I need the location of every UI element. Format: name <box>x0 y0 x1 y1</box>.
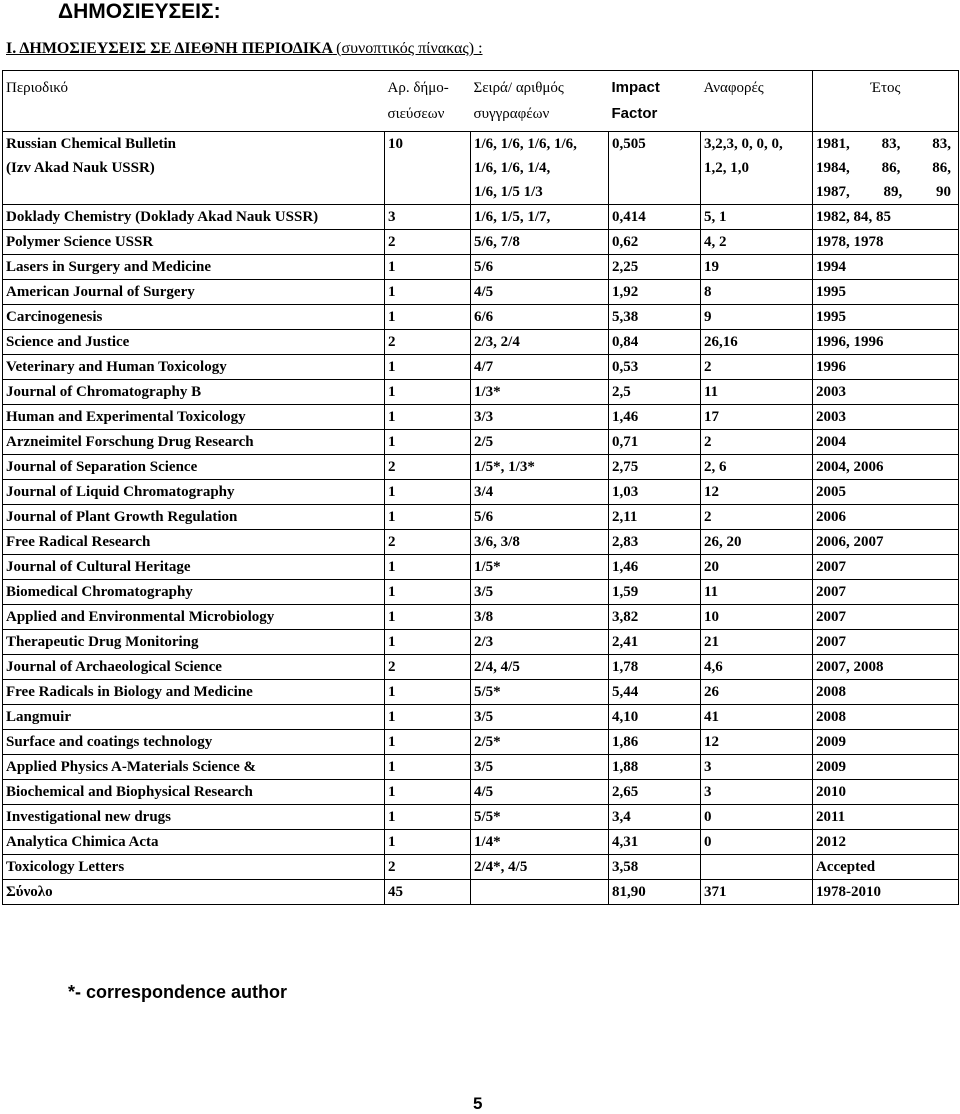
cell-count: 1 <box>385 755 471 780</box>
cell-order: 1/4* <box>471 830 609 855</box>
cell-journal: Journal of Separation Science <box>3 455 385 480</box>
cell-count: 2 <box>385 530 471 555</box>
cell-citations: 21 <box>701 630 813 655</box>
cell-citations: 4, 2 <box>701 230 813 255</box>
cell-order: 1/3* <box>471 380 609 405</box>
cell-journal: Russian Chemical Bulletin (Izv Akad Nauk USSR) <box>3 132 385 205</box>
cell-impact: 4,31 <box>609 830 701 855</box>
table-row <box>3 132 959 205</box>
cell-citations: 11 <box>701 580 813 605</box>
section-heading <box>6 40 483 58</box>
cell-year: 2007 <box>813 580 959 605</box>
cell-impact: 4,10 <box>609 705 701 730</box>
table-row <box>3 830 959 855</box>
cell-order: 2/3 <box>471 630 609 655</box>
cell-count: 1 <box>385 380 471 405</box>
cell-journal: Applied Physics A-Materials Science & <box>3 755 385 780</box>
cell-year: 1996 <box>813 355 959 380</box>
table-row <box>3 680 959 705</box>
cell-citations: 26,16 <box>701 330 813 355</box>
cell-year: 2009 <box>813 730 959 755</box>
cell-citations: 9 <box>701 305 813 330</box>
cell-impact: 3,4 <box>609 805 701 830</box>
cell-count: 2 <box>385 230 471 255</box>
cell-order: 1/6, 1/6, 1/6, 1/6, 1/6, 1/6, 1/4, 1/6, 1/5 1/3 <box>471 132 609 205</box>
footnote: *- correspondence author <box>68 982 288 1002</box>
cell-order: 5/6, 7/8 <box>471 230 609 255</box>
cell-count: 3 <box>385 205 471 230</box>
cell-order: 2/3, 2/4 <box>471 330 609 355</box>
cell-journal: Σύνολο <box>3 880 385 905</box>
cell-count: 1 <box>385 730 471 755</box>
cell-year: 2009 <box>813 755 959 780</box>
cell-year: 2008 <box>813 680 959 705</box>
cell-citations: 2 <box>701 355 813 380</box>
cell-count: 2 <box>385 855 471 880</box>
cell-impact: 0,53 <box>609 355 701 380</box>
table-row <box>3 780 959 805</box>
cell-year: 2003 <box>813 380 959 405</box>
cell-order: 4/7 <box>471 355 609 380</box>
cell-impact: 1,88 <box>609 755 701 780</box>
cell-count: 1 <box>385 555 471 580</box>
cell-count: 1 <box>385 580 471 605</box>
cell-impact: 0,84 <box>609 330 701 355</box>
cell-impact: 0,71 <box>609 430 701 455</box>
cell-impact: 2,11 <box>609 505 701 530</box>
cell-year: 2007, 2008 <box>813 655 959 680</box>
cell-impact: 0,62 <box>609 230 701 255</box>
cell-impact: 1,03 <box>609 480 701 505</box>
table-row <box>3 605 959 630</box>
table-row <box>3 255 959 280</box>
cell-count: 1 <box>385 630 471 655</box>
cell-year: 1982, 84, 85 <box>813 205 959 230</box>
cell-citations: 12 <box>701 480 813 505</box>
table-row <box>3 755 959 780</box>
page-number: 5 <box>473 1094 483 1113</box>
cell-count: 1 <box>385 830 471 855</box>
cell-impact: 0,414 <box>609 205 701 230</box>
cell-citations: 2 <box>701 430 813 455</box>
cell-count: 10 <box>385 132 471 205</box>
cell-journal: American Journal of Surgery <box>3 280 385 305</box>
cell-citations: 3 <box>701 755 813 780</box>
cell-count: 1 <box>385 680 471 705</box>
cell-journal: Applied and Environmental Microbiology <box>3 605 385 630</box>
cell-journal: Arzneimitel Forschung Drug Research <box>3 430 385 455</box>
cell-year: 2011 <box>813 805 959 830</box>
cell-year: 2007 <box>813 555 959 580</box>
cell-citations: 12 <box>701 730 813 755</box>
cell-citations: 26 <box>701 680 813 705</box>
header-citations: Αναφορές <box>701 71 813 132</box>
cell-order: 3/5 <box>471 705 609 730</box>
cell-impact: 0,505 <box>609 132 701 205</box>
cell-year: 2010 <box>813 780 959 805</box>
cell-year: 1995 <box>813 280 959 305</box>
cell-year: 2004, 2006 <box>813 455 959 480</box>
table-row <box>3 705 959 730</box>
cell-count: 1 <box>385 430 471 455</box>
cell-citations: 3,2,3, 0, 0, 0, 1,2, 1,0 <box>701 132 813 205</box>
header-order: Σειρά/ αριθμός συγγραφέων <box>471 71 609 132</box>
table-row <box>3 530 959 555</box>
cell-journal: Surface and coatings technology <box>3 730 385 755</box>
table-row <box>3 305 959 330</box>
cell-year: 1981, 83, 83, 1984, 86, 86, 1987, 89, 90 <box>813 132 959 205</box>
cell-count: 1 <box>385 480 471 505</box>
cell-count: 1 <box>385 280 471 305</box>
cell-citations: 19 <box>701 255 813 280</box>
cell-order: 2/4*, 4/5 <box>471 855 609 880</box>
header-impact: Impact Factor <box>609 71 701 132</box>
cell-order: 3/8 <box>471 605 609 630</box>
section-heading-text: Ι. ΔΗΜΟΣΙΕΥΣΕΙΣ ΣΕ ΔΙΕΘΝΗ ΠΕΡΙΟΔΙΚΑ <box>6 40 333 57</box>
table-header-row <box>3 71 959 132</box>
cell-count: 1 <box>385 805 471 830</box>
cell-count: 1 <box>385 505 471 530</box>
cell-count: 1 <box>385 305 471 330</box>
cell-order: 4/5 <box>471 280 609 305</box>
cell-journal: Journal of Cultural Heritage <box>3 555 385 580</box>
cell-order: 1/5*, 1/3* <box>471 455 609 480</box>
cell-year: 2005 <box>813 480 959 505</box>
table-row <box>3 280 959 305</box>
cell-impact: 2,5 <box>609 380 701 405</box>
cell-citations: 17 <box>701 405 813 430</box>
cell-order: 4/5 <box>471 780 609 805</box>
cell-journal: Langmuir <box>3 705 385 730</box>
cell-order: 2/5* <box>471 730 609 755</box>
cell-year: 2006, 2007 <box>813 530 959 555</box>
cell-citations: 8 <box>701 280 813 305</box>
table-row <box>3 355 959 380</box>
cell-journal: Human and Experimental Toxicology <box>3 405 385 430</box>
cell-order: 5/5* <box>471 805 609 830</box>
table-row <box>3 655 959 680</box>
cell-order: 3/5 <box>471 755 609 780</box>
table-row <box>3 805 959 830</box>
cell-journal: Journal of Archaeological Science <box>3 655 385 680</box>
cell-order: 5/6 <box>471 255 609 280</box>
cell-count: 1 <box>385 605 471 630</box>
table-row <box>3 455 959 480</box>
cell-count: 1 <box>385 355 471 380</box>
table-row <box>3 380 959 405</box>
cell-citations: 0 <box>701 830 813 855</box>
publications-table <box>2 70 959 905</box>
cell-journal: Free Radicals in Biology and Medicine <box>3 680 385 705</box>
table-row <box>3 880 959 905</box>
cell-order: 6/6 <box>471 305 609 330</box>
cell-impact: 3,58 <box>609 855 701 880</box>
cell-citations: 2, 6 <box>701 455 813 480</box>
cell-impact: 1,46 <box>609 555 701 580</box>
table-row <box>3 855 959 880</box>
cell-journal: Polymer Science USSR <box>3 230 385 255</box>
cell-order: 5/5* <box>471 680 609 705</box>
table-row <box>3 405 959 430</box>
cell-year: 2008 <box>813 705 959 730</box>
table-row <box>3 555 959 580</box>
cell-count: 2 <box>385 330 471 355</box>
section-heading-note: (συνοπτικός πίνακας) : <box>336 40 483 57</box>
table-row <box>3 730 959 755</box>
cell-impact: 81,90 <box>609 880 701 905</box>
cell-order: 3/4 <box>471 480 609 505</box>
cell-year: 2007 <box>813 605 959 630</box>
cell-order <box>471 880 609 905</box>
cell-order: 3/3 <box>471 405 609 430</box>
cell-year: 1978-2010 <box>813 880 959 905</box>
cell-count: 1 <box>385 780 471 805</box>
cell-journal: Toxicology Letters <box>3 855 385 880</box>
cell-count: 1 <box>385 255 471 280</box>
cell-citations: 0 <box>701 805 813 830</box>
cell-citations: 11 <box>701 380 813 405</box>
cell-order: 3/5 <box>471 580 609 605</box>
table-row <box>3 505 959 530</box>
cell-count: 1 <box>385 705 471 730</box>
cell-order: 2/4, 4/5 <box>471 655 609 680</box>
cell-impact: 2,75 <box>609 455 701 480</box>
cell-year: 2004 <box>813 430 959 455</box>
table-row <box>3 205 959 230</box>
cell-order: 5/6 <box>471 505 609 530</box>
cell-year: Accepted <box>813 855 959 880</box>
cell-journal: Journal of Liquid Chromatography <box>3 480 385 505</box>
cell-citations: 4,6 <box>701 655 813 680</box>
cell-citations: 5, 1 <box>701 205 813 230</box>
cell-year: 1978, 1978 <box>813 230 959 255</box>
cell-order: 1/6, 1/5, 1/7, <box>471 205 609 230</box>
cell-impact: 2,41 <box>609 630 701 655</box>
cell-year: 2012 <box>813 830 959 855</box>
cell-journal: Therapeutic Drug Monitoring <box>3 630 385 655</box>
cell-journal: Journal of Chromatography B <box>3 380 385 405</box>
cell-citations <box>701 855 813 880</box>
cell-order: 1/5* <box>471 555 609 580</box>
cell-year: 2003 <box>813 405 959 430</box>
cell-citations: 3 <box>701 780 813 805</box>
cell-journal: Science and Justice <box>3 330 385 355</box>
cell-year: 1996, 1996 <box>813 330 959 355</box>
header-count: Αρ. δήμο- σιεύσεων <box>385 71 471 132</box>
cell-citations: 41 <box>701 705 813 730</box>
table-row <box>3 480 959 505</box>
cell-journal: Biochemical and Biophysical Research <box>3 780 385 805</box>
cell-journal: Biomedical Chromatography <box>3 580 385 605</box>
cell-impact: 5,44 <box>609 680 701 705</box>
table-row <box>3 330 959 355</box>
table-row <box>3 580 959 605</box>
cell-count: 45 <box>385 880 471 905</box>
cell-journal: Carcinogenesis <box>3 305 385 330</box>
cell-journal: Doklady Chemistry (Doklady Akad Nauk USSR) <box>3 205 385 230</box>
cell-citations: 20 <box>701 555 813 580</box>
cell-citations: 26, 20 <box>701 530 813 555</box>
cell-citations: 371 <box>701 880 813 905</box>
cell-count: 2 <box>385 455 471 480</box>
page-heading: ΔΗΜΟΣΙΕΥΣΕΙΣ: <box>58 0 221 23</box>
table-row <box>3 230 959 255</box>
cell-impact: 2,25 <box>609 255 701 280</box>
cell-year: 2006 <box>813 505 959 530</box>
header-year: Έτος <box>813 71 959 132</box>
cell-journal: Veterinary and Human Toxicology <box>3 355 385 380</box>
cell-journal: Journal of Plant Growth Regulation <box>3 505 385 530</box>
cell-year: 1995 <box>813 305 959 330</box>
table-row <box>3 630 959 655</box>
cell-year: 1994 <box>813 255 959 280</box>
cell-count: 2 <box>385 655 471 680</box>
cell-citations: 2 <box>701 505 813 530</box>
cell-impact: 1,59 <box>609 580 701 605</box>
cell-journal: Investigational new drugs <box>3 805 385 830</box>
cell-journal: Analytica Chimica Acta <box>3 830 385 855</box>
cell-order: 3/6, 3/8 <box>471 530 609 555</box>
cell-journal: Lasers in Surgery and Medicine <box>3 255 385 280</box>
table-row <box>3 430 959 455</box>
cell-impact: 1,46 <box>609 405 701 430</box>
cell-impact: 1,78 <box>609 655 701 680</box>
cell-citations: 10 <box>701 605 813 630</box>
cell-impact: 1,92 <box>609 280 701 305</box>
cell-impact: 1,86 <box>609 730 701 755</box>
cell-impact: 3,82 <box>609 605 701 630</box>
cell-year: 2007 <box>813 630 959 655</box>
cell-impact: 5,38 <box>609 305 701 330</box>
cell-impact: 2,65 <box>609 780 701 805</box>
cell-order: 2/5 <box>471 430 609 455</box>
header-journal: Περιοδικό <box>3 71 385 132</box>
cell-impact: 2,83 <box>609 530 701 555</box>
cell-journal: Free Radical Research <box>3 530 385 555</box>
cell-count: 1 <box>385 405 471 430</box>
